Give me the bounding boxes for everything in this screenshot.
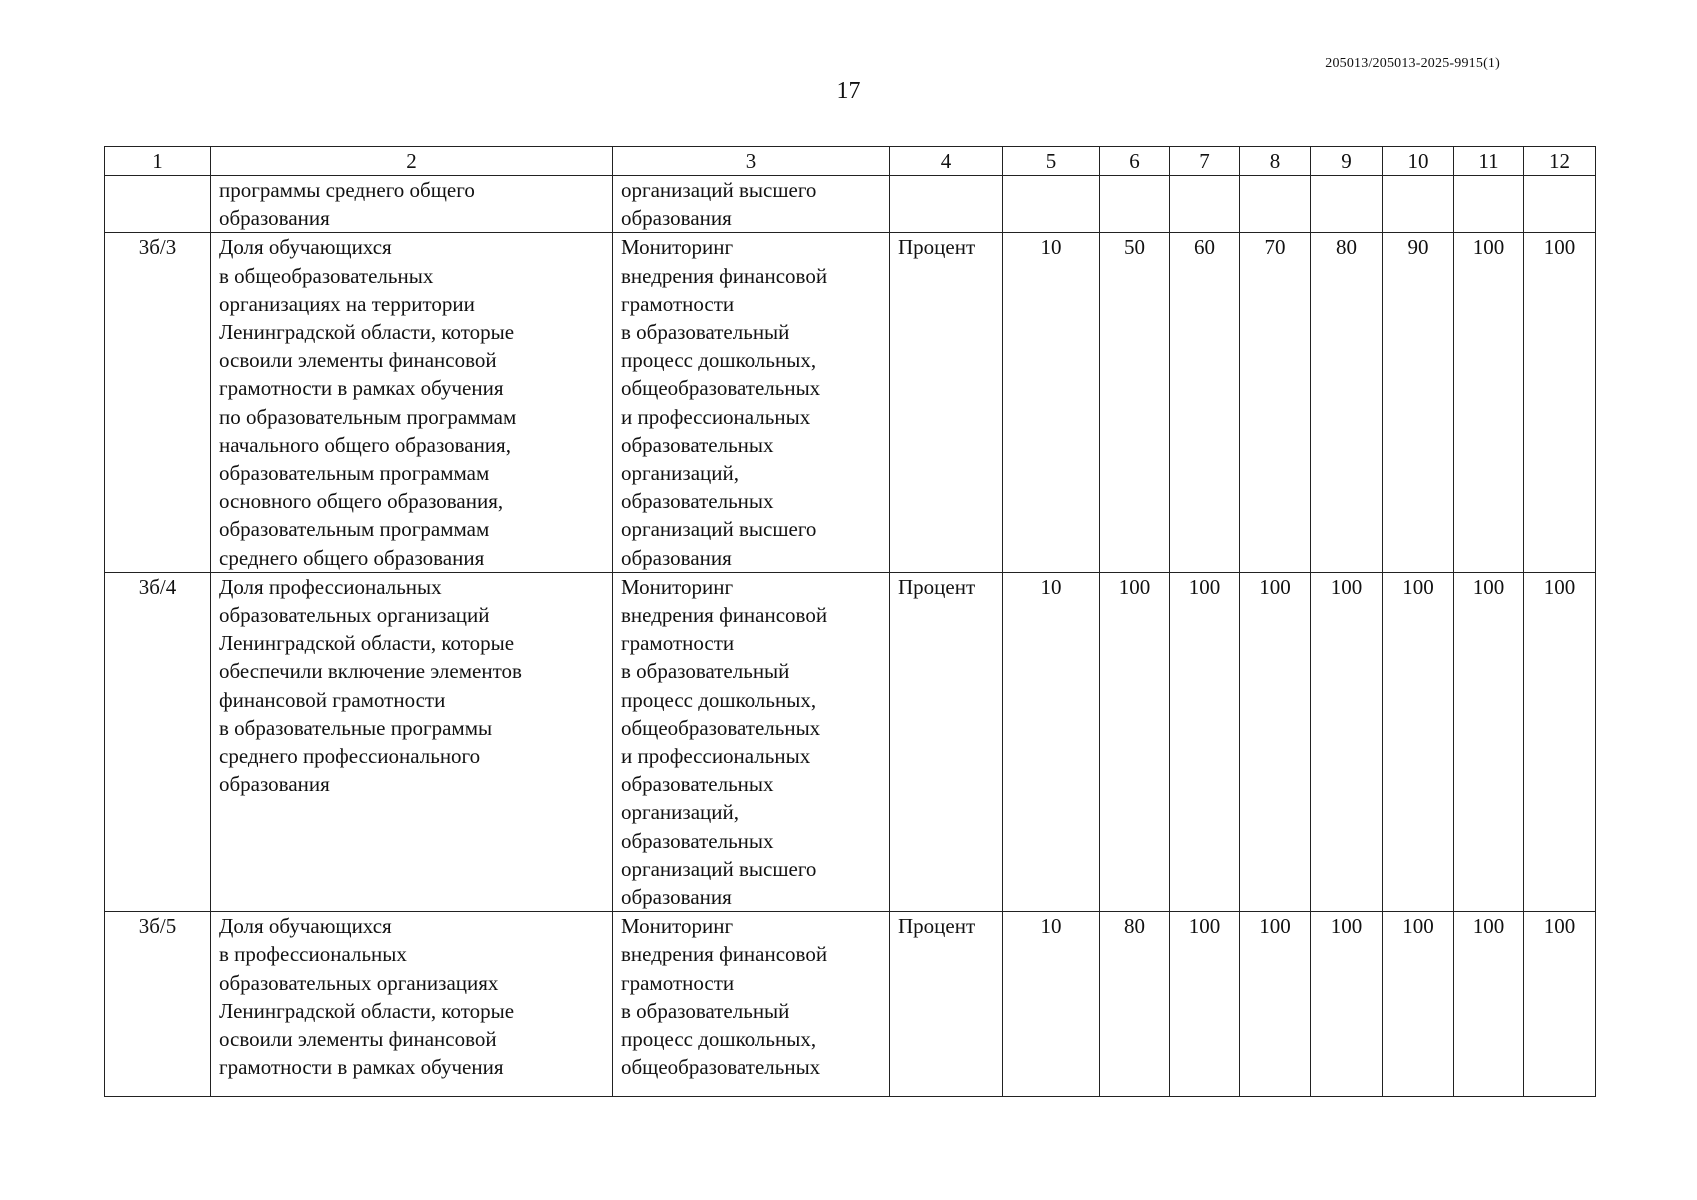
- value-cell: 100: [1454, 233, 1524, 572]
- value-cell: 100: [1524, 572, 1596, 911]
- value-cell: [1311, 176, 1383, 233]
- value-cell: 100: [1524, 912, 1596, 1097]
- table-row: [105, 233, 1596, 572]
- unit-cell: Процент: [890, 572, 1003, 911]
- indicators-table: [104, 146, 1596, 1097]
- value-cell: 100: [1454, 912, 1524, 1097]
- column-header: 6: [1100, 147, 1170, 176]
- value-cell: [1454, 176, 1524, 233]
- value-cell: 100: [1240, 912, 1311, 1097]
- indicator-name-cell: Доля обучающихся в профессиональных образовательных организациях Ленинградской области, которые освоили элементы финансовой грамотности в рамках обучения: [211, 912, 613, 1097]
- column-header: 7: [1170, 147, 1240, 176]
- value-cell: 90: [1383, 233, 1454, 572]
- value-cell: [1170, 176, 1240, 233]
- value-cell: 100: [1170, 572, 1240, 911]
- column-header: 9: [1311, 147, 1383, 176]
- value-cell: 100: [1524, 233, 1596, 572]
- column-number-row: [105, 147, 1596, 176]
- method-cell: Мониторинг внедрения финансовой грамотности в образовательный процесс дошкольных, общеобразовательных и профессиональных образовательных организаций, образовательных организаций высшего образования: [613, 572, 890, 911]
- continuation-row: [105, 176, 1596, 233]
- column-header: 12: [1524, 147, 1596, 176]
- unit-cell: [890, 176, 1003, 233]
- value-cell: 10: [1003, 912, 1100, 1097]
- value-cell: 10: [1003, 233, 1100, 572]
- indicator-name-cell: Доля профессиональных образовательных организаций Ленинградской области, которые обеспечили включение элементов финансовой грамотности в образовательные программы среднего профессионального образования: [211, 572, 613, 911]
- value-cell: 80: [1100, 912, 1170, 1097]
- indicator-name-cell: программы среднего общего образования: [211, 176, 613, 233]
- value-cell: 100: [1311, 912, 1383, 1097]
- value-cell: 70: [1240, 233, 1311, 572]
- column-header: 2: [211, 147, 613, 176]
- value-cell: 100: [1240, 572, 1311, 911]
- column-header: 8: [1240, 147, 1311, 176]
- page-number: 17: [836, 78, 861, 104]
- column-header: 4: [890, 147, 1003, 176]
- column-header: 11: [1454, 147, 1524, 176]
- column-header: 5: [1003, 147, 1100, 176]
- table-row: [105, 912, 1596, 1097]
- value-cell: [1240, 176, 1311, 233]
- value-cell: 80: [1311, 233, 1383, 572]
- code-cell: 3б/5: [105, 912, 211, 1097]
- value-cell: 100: [1383, 572, 1454, 911]
- code-cell: 3б/4: [105, 572, 211, 911]
- code-cell: [105, 176, 211, 233]
- unit-cell: Процент: [890, 233, 1003, 572]
- value-cell: [1100, 176, 1170, 233]
- value-cell: 100: [1383, 912, 1454, 1097]
- value-cell: [1383, 176, 1454, 233]
- value-cell: [1524, 176, 1596, 233]
- method-cell: Мониторинг внедрения финансовой грамотности в образовательный процесс дошкольных, общеобразовательных и профессиональных образовательных организаций, образовательных организаций высшего образования: [613, 233, 890, 572]
- indicator-name-cell: Доля обучающихся в общеобразовательных организациях на территории Ленинградской области, которые освоили элементы финансовой грамотности в рамках обучения по образовательным программам начального общего образования, образовательным программам основного общего образования, образовательным программам среднего общего образования: [211, 233, 613, 572]
- table-row: [105, 572, 1596, 911]
- value-cell: 100: [1170, 912, 1240, 1097]
- column-header: 10: [1383, 147, 1454, 176]
- document-id: 205013/205013-2025-9915(1): [1325, 56, 1500, 71]
- value-cell: 100: [1100, 572, 1170, 911]
- value-cell: 50: [1100, 233, 1170, 572]
- method-cell: организаций высшего образования: [613, 176, 890, 233]
- column-header: 1: [105, 147, 211, 176]
- value-cell: 100: [1311, 572, 1383, 911]
- code-cell: 3б/3: [105, 233, 211, 572]
- value-cell: 60: [1170, 233, 1240, 572]
- method-cell: Мониторинг внедрения финансовой грамотности в образовательный процесс дошкольных, общеобразовательных: [613, 912, 890, 1097]
- value-cell: 100: [1454, 572, 1524, 911]
- value-cell: [1003, 176, 1100, 233]
- value-cell: 10: [1003, 572, 1100, 911]
- column-header: 3: [613, 147, 890, 176]
- unit-cell: Процент: [890, 912, 1003, 1097]
